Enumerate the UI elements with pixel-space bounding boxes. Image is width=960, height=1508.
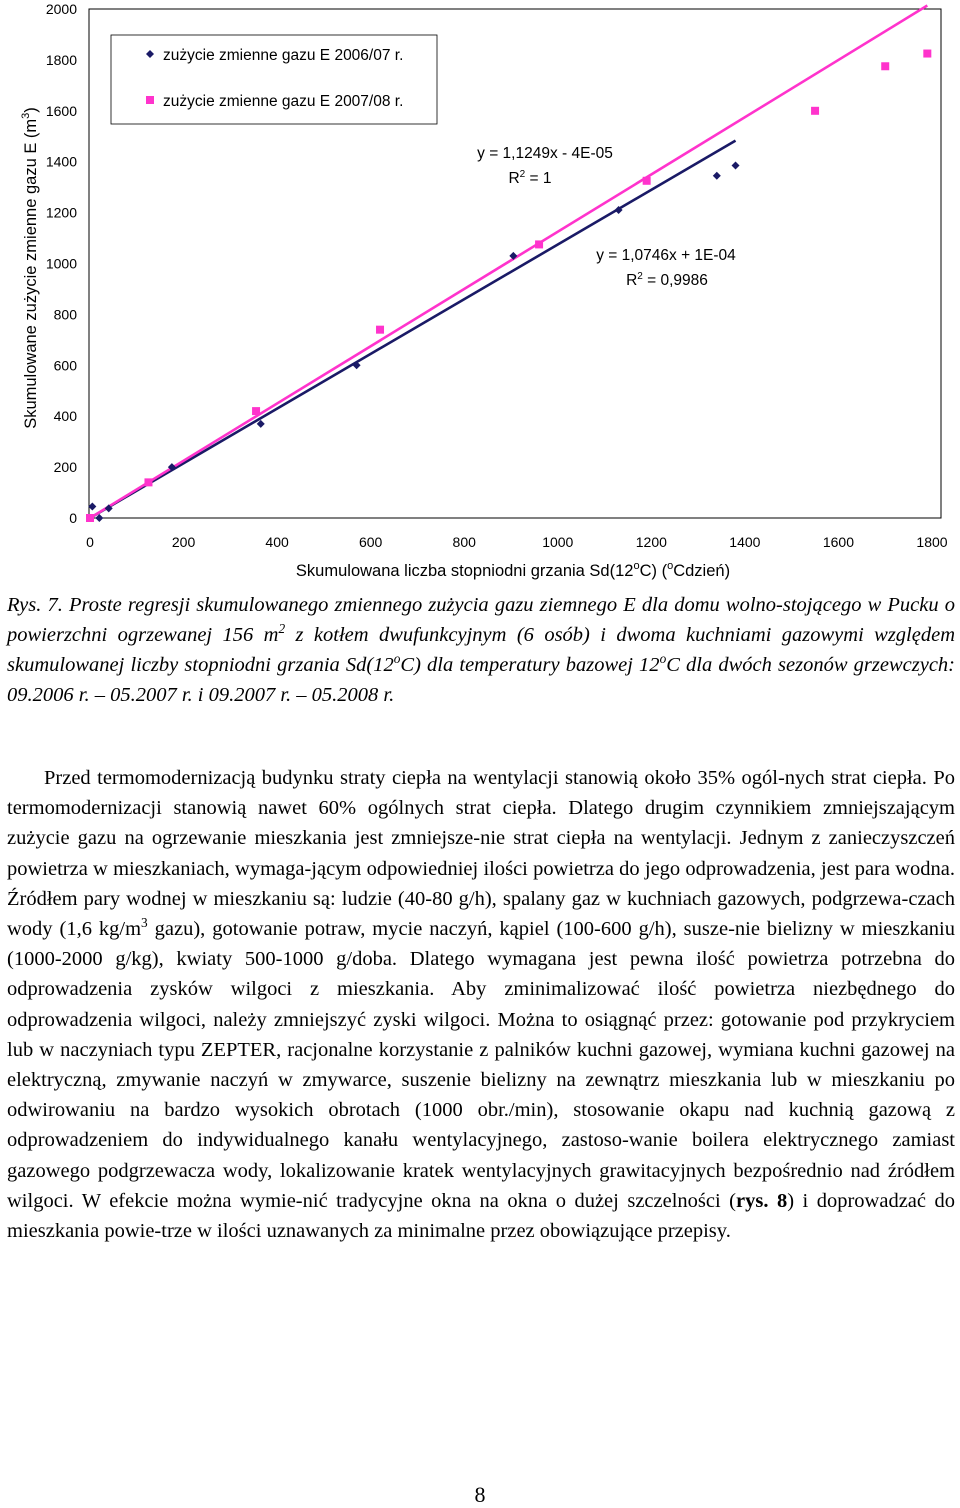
data-point-series-2: [535, 240, 543, 248]
y-tick-label: 1600: [45, 102, 77, 119]
data-point-series-2: [881, 62, 889, 70]
data-point-series-1: [732, 162, 740, 170]
y-tick-label: 1200: [45, 204, 77, 221]
x-tick-label: 400: [265, 534, 289, 550]
regression-chart: [0, 0, 960, 582]
data-point-series-2: [376, 326, 384, 334]
y-tick-label: 800: [53, 306, 77, 323]
equation-label: y = 1,0746x + 1E-04: [596, 247, 736, 264]
equation-series-1: [596, 247, 736, 289]
y-tick-label: 1000: [45, 255, 77, 272]
page-number: 8: [474, 1482, 486, 1507]
y-tick-label: 400: [53, 408, 77, 425]
y-tick-label: 2000: [45, 1, 77, 17]
y-tick-labels: [46, 1, 77, 526]
y-tick-label: 0: [69, 510, 77, 526]
legend-label-series-1: zużycie zmienne gazu E 2006/07 r.: [163, 47, 404, 64]
y-axis-label: Skumulowane zużycie zmienne gazu E $(m^3)$: [20, 107, 40, 429]
y-tick-label: 600: [53, 357, 77, 374]
data-point-series-2: [643, 177, 651, 185]
data-point-series-2: [923, 50, 931, 58]
x-tick-label: 1800: [916, 534, 948, 550]
x-tick-label: 800: [452, 534, 476, 550]
legend-marker-square: [146, 96, 154, 104]
data-point-series-1: [713, 172, 721, 180]
x-tick-label: 1000: [542, 534, 574, 550]
body-paragraph: Przed termomodernizacją budynku straty ciepła na wentylacji stanowią około 35% ogól-nych strat ciepła. Po termomodernizacji stanowią nawet 60% ogólnych strat ciepła. Dlatego drugim czynnikiem zmniejszającym zużycie gazu na ogrzewanie mieszkania jest zmniejsze-nie strat ciepła na wentylacji. Jednym z zanieczyszczeń powietrza w mieszkaniach, wymaga-jącym odpowiedniej ilości powietrza do jego odprowadzenia, jest para wodna. Źródłem pary wodnej w mieszkaniu są: ludzie (40-80 g/h), spalany gaz w kuchniach gazowych, podgrzewa-czach wody (1,6 $kg/m^3$ gazu), gotowanie potraw, mycie naczyń, kąpiel (100-600 g/h), susze-nie bielizny w mieszkaniu (1000-2000 g/kg), kwiaty 500-1000 g/doba. Dlatego wymagana jest pewna ilość powietrza potrzebna do odprowadzenia zysków wilgoci z mieszkania. Aby zminimalizować ilość powietrza niezbędnego do odprowadzenia wilgoci, należy zmniejszyć zyski wilgoci. Można to osiągnąć przez: gotowanie pod przykryciem lub w naczyniach typu ZEPTER, racjonalne korzystanie z palników kuchni gazowej, wymiana kuchni gazowej na elektryczną, zmywanie naczyń w zmywarce, suszenie bielizny na zewnątrz mieszkania lub w mieszkaniu po odwirowaniu na bardzo wysokich obrotach (1000 obr./min), stosowanie okapu nad kuchnią gazową z odprowadzeniem do indywidualnego kanału wentylacyjnego, zastoso-wanie boilera elektrycznego zamiast gazowego podgrzewacza wody, lokalizowanie kratek wentylacyjnych grawitacyjnych bezpośrednio nad źródłem wilgoci. W efekcie można wymie-nić tradycyjne okna na okna o dużej szczelności (rys. 8) i doprowadzać do mieszkania powie-trze w ilości uznawanych za minimalne przez obowiązujące przepisy.: [7, 767, 955, 1243]
x-tick-label: 600: [358, 534, 383, 550]
data-point-series-2: [86, 514, 94, 522]
r-squared-label: $R^2 = 0,9986$: [626, 271, 708, 289]
equation-label: y = 1,1249x - 4E-05: [477, 145, 613, 162]
figure-reference: rys. 8: [736, 1189, 788, 1212]
legend-label-series-2: zużycie zmienne gazu E 2007/08 r.: [163, 93, 404, 110]
x-tick-labels: [86, 534, 948, 550]
x-tick-label: 1600: [822, 534, 855, 550]
y-tick-label: 1800: [45, 51, 77, 68]
x-tick-label: 200: [171, 534, 196, 550]
data-point-series-2: [144, 478, 152, 486]
equation-series-2: [477, 145, 613, 187]
trendline-series-1: [92, 141, 735, 517]
y-tick-label: 1400: [45, 153, 77, 170]
figure-caption: Rys. 7. Proste regresji skumulowanego zmiennego zużycia gazu ziemnego E dla domu wolno-stojącego w Pucku o powierzchni ogrzewanej 156 $m^2$ z kotłem dwufunkcyjnym (6 osób) i dwoma kuchniami gazowymi względem skumulowanej liczby stopniodni grzania Sd(12$^o$C) dla temperatury bazowej 12$^o$C dla dwóch sezonów grzewczych: 09.2006 r. – 05.2007 r. i 09.2007 r. – 05.2008 r.: [7, 594, 956, 706]
x-tick-label: 0: [86, 534, 94, 550]
y-tick-label: 200: [53, 459, 77, 476]
x-tick-label: 1200: [635, 534, 667, 550]
data-point-series-2: [811, 107, 819, 115]
data-point-series-1: [88, 503, 96, 511]
x-axis-label: Skumulowana liczba stopniodni grzania Sd(12$^o$C) ($^o$Cdzień): [295, 560, 731, 580]
data-point-series-2: [252, 407, 260, 415]
legend: [111, 35, 437, 124]
r-squared-label: $R^2 = 1$: [508, 169, 552, 187]
x-tick-label: 1400: [729, 534, 761, 550]
